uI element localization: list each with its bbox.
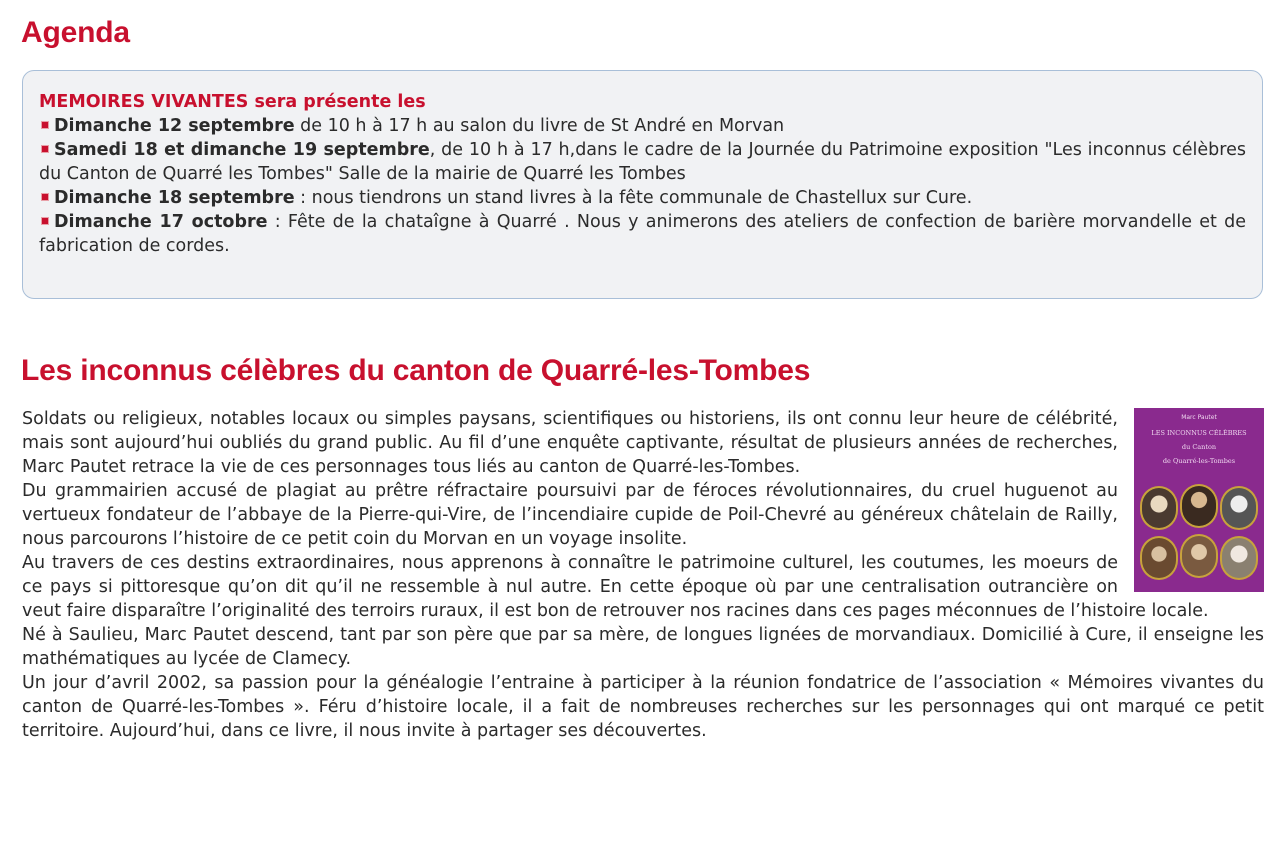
agenda-title: Agenda <box>21 16 130 49</box>
portrait-icon <box>1140 486 1178 530</box>
event-date: Samedi 18 et dimanche 19 septembre <box>54 140 430 160</box>
agenda-box <box>22 70 1263 299</box>
portrait-icon <box>1180 484 1218 528</box>
article-body <box>22 407 1264 743</box>
agenda-event <box>39 114 1246 138</box>
cover-title-line: LES INCONNUS CÉLÈBRES <box>1151 429 1247 437</box>
bullet-icon <box>41 217 49 225</box>
portrait-icon <box>1220 486 1258 530</box>
article-title: Les inconnus célèbres du canton de Quarré-les-Tombes <box>21 354 811 387</box>
portrait-icon <box>1140 536 1178 580</box>
article-paragraph: Soldats ou religieux, notables locaux ou simples paysans, scientifiques ou historiens, ils ont connu leur heure de célébrité, mais sont aujourd’hui oubliés du grand public. Au fil d’une enquête captivante, résultat de plusieurs années de recherches, Marc Pautet retrace la vie de ces personnages tous liés au canton de Quarré-les-Tombes. <box>22 409 1118 477</box>
article-paragraph: Du grammairien accusé de plagiat au prêtre réfractaire poursuivi par de féroces révolutionnaires, du cruel huguenot au vertueux fondateur de l’abbaye de la Pierre-qui-Vire, de l’incendiaire cupide de Poil-Chevré au généreux châtelain de Railly, nous parcourons l’histoire de ce petit coin du Morvan en un voyage insolite. <box>22 481 1118 549</box>
bullet-icon <box>41 121 49 129</box>
portrait-icon <box>1220 536 1258 580</box>
article-paragraph: Né à Saulieu, Marc Pautet descend, tant par son père que par sa mère, de longues lignées de morvandiaux. Domicilié à Cure, il enseigne les mathématiques au lycée de Clamecy. <box>22 625 1264 669</box>
agenda-event <box>39 210 1246 258</box>
agenda-event <box>39 138 1246 186</box>
agenda-event <box>39 186 1246 210</box>
event-text: : Fête de la chataîgne à Quarré . Nous y animerons des ateliers de confection de barière morvandelle et de fabrication de cordes. <box>39 212 1247 256</box>
event-date: Dimanche 12 septembre <box>54 116 295 136</box>
book-cover-image <box>1134 408 1264 592</box>
article-paragraph: Au travers de ces destins extraordinaires, nous apprenons à connaître le patrimoine culturel, les coutumes, les moeurs de ce pays si pittoresque qu’on dit qu’il ne ressemble à nul autre. En cette époque où par une centralisation outrancière on veut faire disparaître l’originalité des terroirs ruraux, il est bon de retrouver nos racines dans ces pages méconnues de l’histoire locale. <box>22 553 1209 621</box>
cover-title-line: du Canton <box>1181 443 1217 451</box>
bullet-icon <box>41 145 49 153</box>
cover-title-line: de Quarré-les-Tombes <box>1162 457 1236 465</box>
cover-title <box>1138 426 1260 468</box>
event-text: , de 10 h à 17 h,dans le cadre de la Journée du Patrimoine exposition "Les inconnus célèbres du Canton de Quarré les Tombes" Salle de la mairie de Quarré les Tombes <box>39 140 1246 184</box>
article-paragraph: Un jour d’avril 2002, sa passion pour la généalogie l’entraine à participer à la réunion fondatrice de l’association « Mémoires vivantes du canton de Quarré-les-Tombes ». Féru d’histoire locale, il a fait de nombreuses recherches sur les personnages qui ont marqué ce petit territoire. Aujourd’hui, dans ce livre, il nous invite à partager ses découvertes. <box>22 673 1264 741</box>
event-text: : nous tiendrons un stand livres à la fête communale de Chastellux sur Cure. <box>294 188 973 208</box>
cover-author: Marc Pautet <box>1181 414 1217 421</box>
portrait-icon <box>1180 534 1218 578</box>
event-date: Dimanche 17 octobre <box>54 212 268 232</box>
agenda-intro: MEMOIRES VIVANTES sera présente les <box>39 92 426 112</box>
bullet-icon <box>41 193 49 201</box>
event-text: de 10 h à 17 h au salon du livre de St André en Morvan <box>294 116 785 136</box>
event-date: Dimanche 18 septembre <box>54 188 295 208</box>
